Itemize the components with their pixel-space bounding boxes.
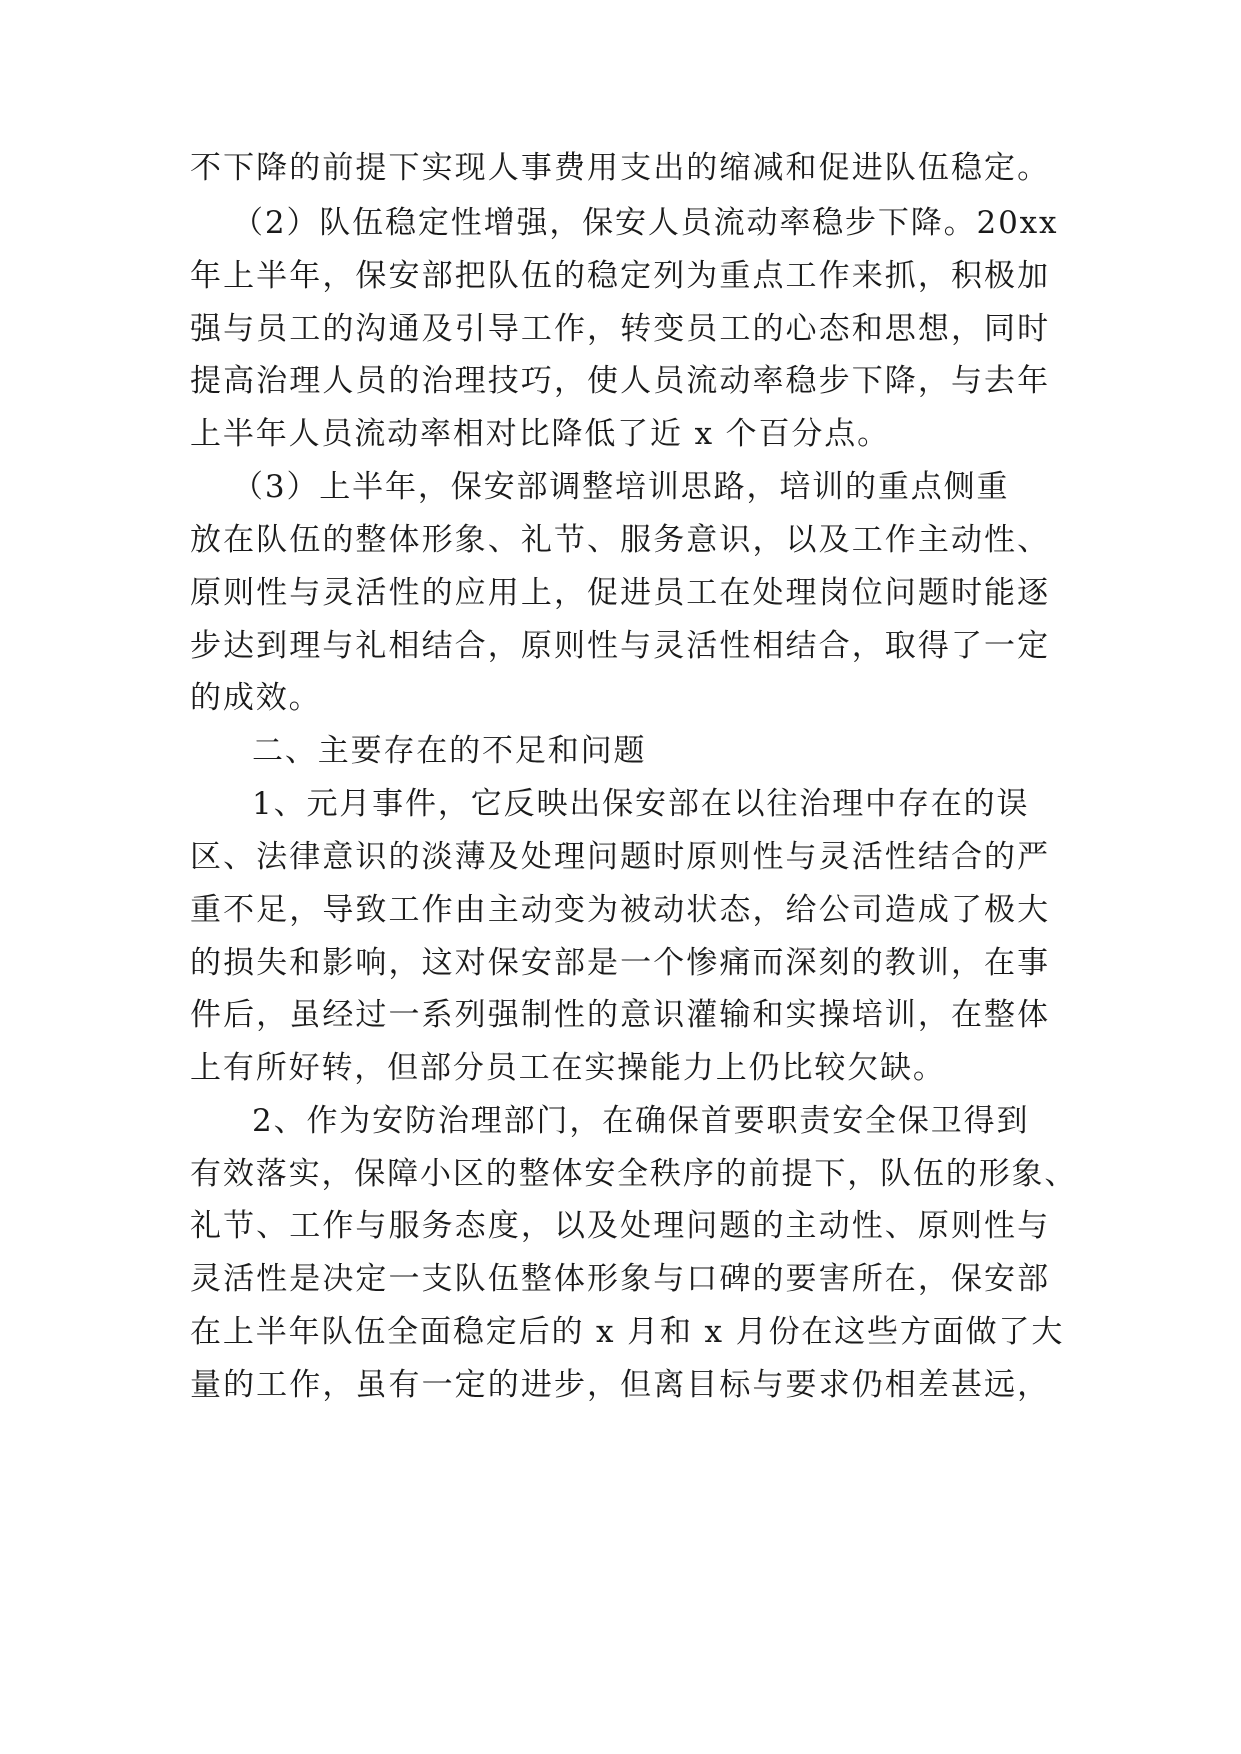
text-line: 上半年人员流动率相对比降低了近 x 个百分点。 (190, 416, 890, 452)
text-line: 重不足，导致工作由主动变为被动状态，给公司造成了极大 (190, 892, 1050, 928)
text-line: 强与员工的沟通及引导工作，转变员工的心态和思想，同时 (190, 311, 1050, 347)
text-line: 件后，虽经过一系列强制性的意识灌输和实操培训，在整体 (190, 997, 1050, 1033)
text-line: 年上半年，保安部把队伍的稳定列为重点工作来抓，积极加 (190, 258, 1050, 294)
text-line: 不下降的前提下实现人事费用支出的缩减和促进队伍稳定。 (190, 150, 1050, 186)
text-line: 有效落实，保障小区的整体安全秩序的前提下，队伍的形象、 (190, 1156, 1078, 1192)
text-line: （3）上半年，保安部调整培训思路，培训的重点侧重 (232, 469, 1010, 505)
text-line: 量的工作，虽有一定的进步，但离目标与要求仍相差甚远， (190, 1367, 1050, 1403)
text-line: 的损失和影响，这对保安部是一个惨痛而深刻的教训，在事 (190, 945, 1050, 981)
text-line: 礼节、工作与服务态度，以及处理问题的主动性、原则性与 (190, 1208, 1050, 1244)
text-line: 的成效。 (190, 680, 322, 716)
text-line: 区、法律意识的淡薄及处理问题时原则性与灵活性结合的严 (190, 839, 1050, 875)
text-line: 在上半年队伍全面稳定后的 x 月和 x 月份在这些方面做了大 (190, 1314, 1065, 1350)
text-line: 2、作为安防治理部门，在确保首要职责安全保卫得到 (252, 1103, 1030, 1139)
text-line: （2）队伍稳定性增强，保安人员流动率稳步下降。20xx (232, 205, 1059, 241)
text-line: 1、元月事件，它反映出保安部在以往治理中存在的误 (252, 786, 1030, 822)
text-line: 提高治理人员的治理技巧，使人员流动率稳步下降，与去年 (190, 363, 1050, 399)
section-heading: 二、主要存在的不足和问题 (252, 733, 647, 769)
text-line: 原则性与灵活性的应用上，促进员工在处理岗位问题时能逐 (190, 575, 1050, 611)
text-line: 步达到理与礼相结合，原则性与灵活性相结合，取得了一定 (190, 628, 1050, 664)
text-line: 灵活性是决定一支队伍整体形象与口碑的要害所在，保安部 (190, 1261, 1050, 1297)
text-line: 上有所好转，但部分员工在实操能力上仍比较欠缺。 (190, 1050, 946, 1086)
text-line: 放在队伍的整体形象、礼节、服务意识，以及工作主动性、 (190, 522, 1050, 558)
